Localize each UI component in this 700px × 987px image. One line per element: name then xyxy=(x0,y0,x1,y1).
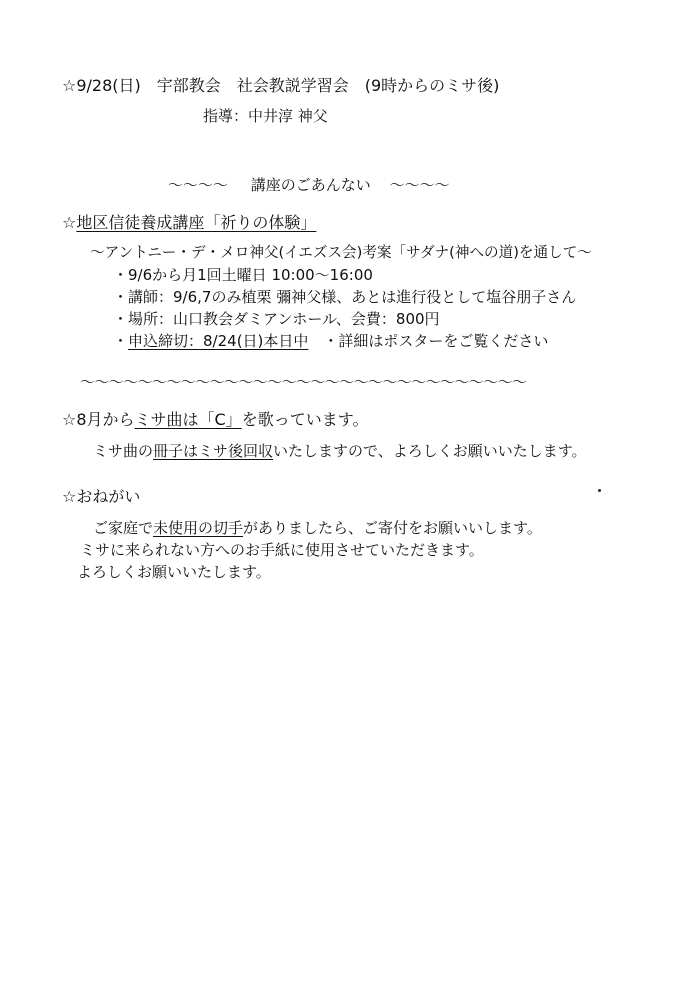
deadline-underlined: 申込締切：8/24(日)本日中 xyxy=(128,332,309,350)
course-title: 地区信徒養成講座「祈りの体験」 xyxy=(76,213,317,232)
mass-note-suffix: いたしますので、よろしくお願いいたします。 xyxy=(273,442,587,460)
request-line-3: よろしくお願いいたします。 xyxy=(77,563,271,581)
request-l1-prefix: ご家庭で xyxy=(93,519,154,537)
announce-title: 講座のごあんない xyxy=(250,176,371,194)
course-heading xyxy=(62,213,316,233)
request-title: ☆おねがい xyxy=(62,487,141,506)
course-bullet: ・講師：9/6,7のみ植栗 彌神父様、あとは進行役として塩谷朋子さん xyxy=(113,288,577,306)
mass-prefix: ☆8月から xyxy=(62,410,135,429)
deadline-bullet: ・ xyxy=(113,332,129,350)
mass-heading xyxy=(62,410,368,430)
mass-note-underlined: 冊子はミサ後回収 xyxy=(153,442,274,460)
course-bullet: ・9/6から月1回土曜日 10:00～16:00 xyxy=(113,266,373,284)
course-bullet: ・場所：山口教会ダミアンホール、会費：800円 xyxy=(113,310,440,328)
request-l1-suffix: がありましたら、ご寄付をお願いいします。 xyxy=(243,519,542,537)
course-subtitle: ～アントニー・デ・メロ神父(イエズス会)考案「サダナ(神への道)を通して～ xyxy=(90,244,592,261)
mass-note xyxy=(93,441,587,461)
mass-note-prefix: ミサ曲の xyxy=(93,442,154,460)
announce-tilde-right: ～～～～ xyxy=(389,176,450,194)
announce-tilde-left: ～～～～ xyxy=(168,176,229,194)
event-leader: 指導：中井淳 神父 xyxy=(203,107,328,125)
request-l1-underlined: 未使用の切手 xyxy=(153,519,244,537)
event-line: ☆9/28(日) 宇部教会 社会教説学習会 (9時からのミサ後) xyxy=(62,76,500,95)
scan-speck xyxy=(598,489,601,492)
course-deadline xyxy=(113,331,548,351)
star-icon: ☆ xyxy=(62,213,77,232)
request-line-2: ミサに来られない方へのお手紙に使用させていただきます。 xyxy=(80,541,484,559)
mass-suffix: を歌っています。 xyxy=(241,410,369,429)
announce-heading xyxy=(168,175,450,195)
wave-divider: ～～～～～～～～～～～～～～～～～～～～～～～～～～～～～～～ xyxy=(80,373,527,391)
deadline-details: ・詳細はポスターをご覧ください xyxy=(308,332,549,350)
mass-song-underlined: ミサ曲は「C」 xyxy=(134,410,242,429)
request-line-1 xyxy=(93,518,542,538)
